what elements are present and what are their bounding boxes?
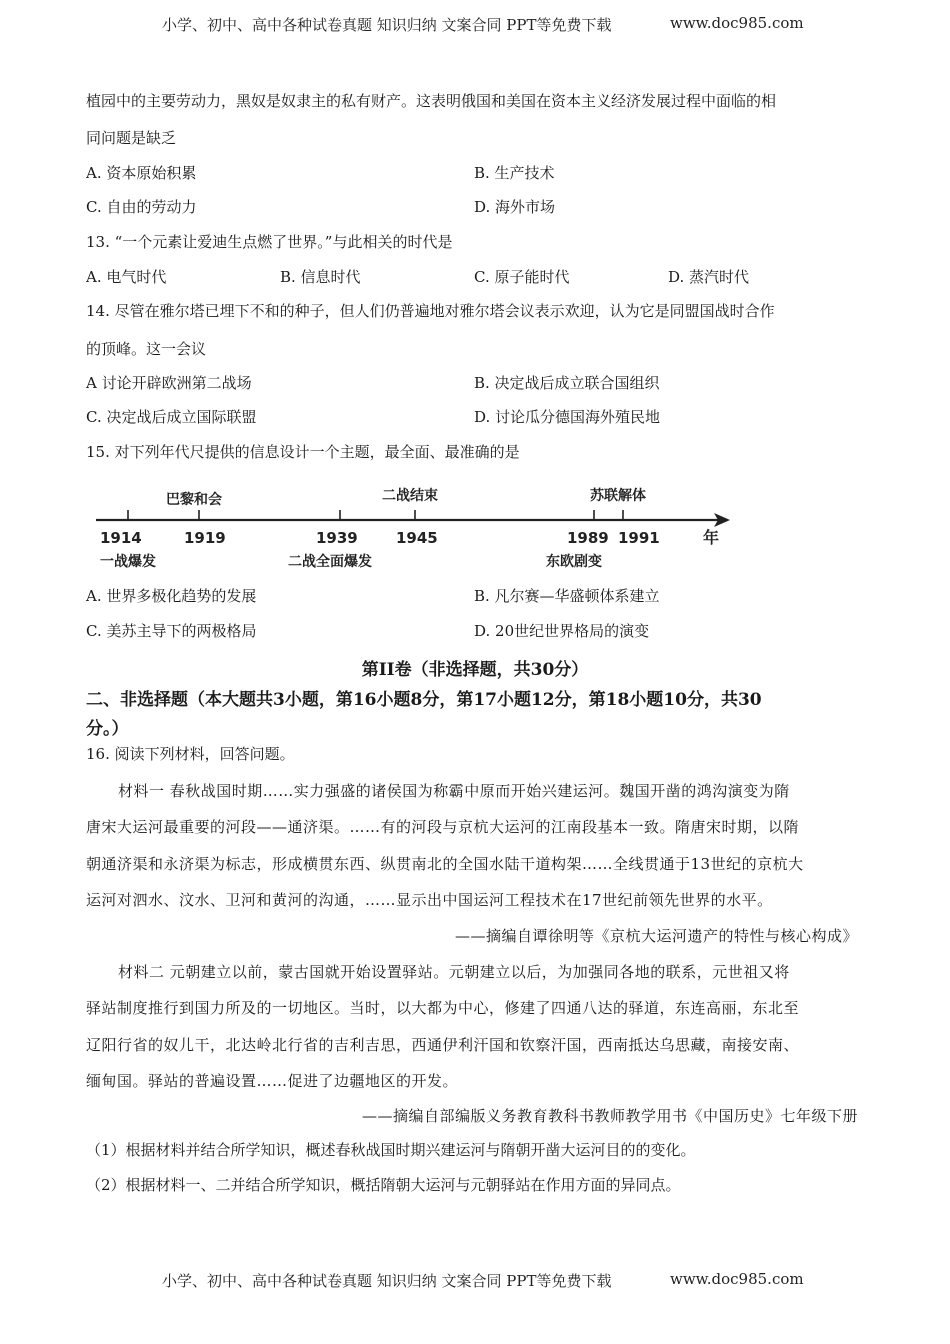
q15-option-d[interactable]: D. 20世纪世界格局的演变 bbox=[474, 622, 650, 640]
q14-option-d[interactable]: D. 讨论瓜分德国海外殖民地 bbox=[474, 408, 661, 426]
q13-stem: 13. “一个元素让爱迪生点燃了世界。”与此相关的时代是 bbox=[86, 233, 453, 251]
q16-material1-line3: 朝通济渠和永济渠为标志，形成横贯东西、纵贯南北的全国水陆干道构架……全线贯通于13世纪的京杭大 bbox=[86, 855, 804, 873]
timeline-unit-label: 年 bbox=[703, 528, 720, 547]
q13-option-c[interactable]: C. 原子能时代 bbox=[474, 268, 570, 286]
event-ussr-collapse: 苏联解体 bbox=[590, 488, 646, 504]
q13-option-b[interactable]: B. 信息时代 bbox=[280, 268, 361, 286]
q14-stem-line1: 14. 尽管在雅尔塔已埋下不和的种子，但人们仍普遍地对雅尔塔会议表示欢迎，认为它是同盟国战时合作 bbox=[86, 302, 775, 320]
footer-banner-text: 小学、初中、高中各种试卷真题 知识归纳 文案合同 PPT等免费下载 bbox=[162, 1272, 612, 1290]
q14-option-b[interactable]: B. 决定战后成立联合国组织 bbox=[474, 374, 660, 392]
q16-material2-line3: 辽阳行省的奴儿干，北达岭北行省的吉利吉思，西通伊利汗国和钦察汗国，西南抵达乌思藏，南接安南、 bbox=[86, 1036, 800, 1054]
q16-stem: 16. 阅读下列材料，回答问题。 bbox=[86, 745, 295, 763]
q12-option-a[interactable]: A. 资本原始积累 bbox=[86, 164, 197, 182]
q16-subquestion-2: （2）根据材料一、二并结合所学知识，概括隋朝大运河与元朝驿站在作用方面的异同点。 bbox=[86, 1176, 681, 1194]
year-label-1914: 1914 bbox=[100, 529, 142, 547]
event-ww2-end: 二战结束 bbox=[382, 488, 438, 504]
year-label-1919: 1919 bbox=[184, 529, 226, 547]
q16-material1-line1: 材料一 春秋战国时期……实力强盛的诸侯国为称霸中原而开始兴建运河。魏国开凿的鸿沟演变为隋 bbox=[118, 782, 790, 800]
q12-stem-line1: 植园中的主要劳动力，黑奴是奴隶主的私有财产。这表明俄国和美国在资本主义经济发展过程中面临的相 bbox=[86, 92, 777, 110]
event-eastern-europe-upheaval: 东欧剧变 bbox=[546, 554, 602, 570]
q16-material1-source: ——摘编自谭徐明等《京杭大运河遗产的特性与核心构成》 bbox=[454, 927, 858, 945]
q12-option-c[interactable]: C. 自由的劳动力 bbox=[86, 198, 197, 216]
q15-option-b[interactable]: B. 凡尔赛—华盛顿体系建立 bbox=[474, 587, 660, 605]
event-paris-conference: 巴黎和会 bbox=[166, 492, 222, 508]
year-label-1991: 1991 bbox=[618, 529, 660, 547]
year-label-1939: 1939 bbox=[316, 529, 358, 547]
q16-subquestion-1: （1）根据材料并结合所学知识，概述春秋战国时期兴建运河与隋朝开凿大运河目的的变化。 bbox=[86, 1141, 696, 1159]
header-url-link[interactable]: www.doc985.com bbox=[670, 14, 804, 32]
event-ww2-full-outbreak: 二战全面爆发 bbox=[288, 554, 372, 570]
q16-material2-line4: 缅甸国。驿站的普遍设置……促进了边疆地区的开发。 bbox=[86, 1072, 459, 1090]
q16-material1-line4: 运河对泗水、汶水、卫河和黄河的沟通，……显示出中国运河工程技术在17世纪前领先世界的水平。 bbox=[86, 891, 773, 909]
event-ww1-outbreak: 一战爆发 bbox=[100, 554, 156, 570]
q12-stem-line2: 同问题是缺乏 bbox=[86, 129, 177, 147]
section2-heading-line1: 二、非选择题（本大题共3小题，第16小题8分，第17小题12分，第18小题10分，共30 bbox=[86, 690, 762, 710]
footer-url-link[interactable]: www.doc985.com bbox=[670, 1270, 804, 1288]
q12-option-b[interactable]: B. 生产技术 bbox=[474, 164, 555, 182]
q14-stem-line2: 的顶峰。这一会议 bbox=[86, 340, 207, 358]
q15-stem: 15. 对下列年代尺提供的信息设计一个主题，最全面、最准确的是 bbox=[86, 443, 520, 461]
q14-option-c[interactable]: C. 决定战后成立国际联盟 bbox=[86, 408, 257, 426]
section2-title: 第II卷（非选择题，共30分） bbox=[361, 660, 589, 680]
year-label-1945: 1945 bbox=[396, 529, 438, 547]
q15-option-a[interactable]: A. 世界多极化趋势的发展 bbox=[86, 587, 257, 605]
q15-option-c[interactable]: C. 美苏主导下的两极格局 bbox=[86, 622, 257, 640]
q13-option-a[interactable]: A. 电气时代 bbox=[86, 268, 167, 286]
year-label-1989: 1989 bbox=[567, 529, 609, 547]
q16-material2-source: ——摘编自部编版义务教育教科书教师教学用书《中国历史》七年级下册 bbox=[361, 1107, 858, 1125]
q14-option-a[interactable]: A 讨论开辟欧洲第二战场 bbox=[86, 374, 252, 392]
section2-heading-line2: 分。） bbox=[86, 719, 129, 739]
q16-material2-line1: 材料二 元朝建立以前，蒙古国就开始设置驿站。元朝建立以后，为加强同各地的联系，元世祖又将 bbox=[118, 963, 790, 981]
header-banner-text: 小学、初中、高中各种试卷真题 知识归纳 文案合同 PPT等免费下载 bbox=[162, 16, 612, 34]
timeline-figure bbox=[90, 480, 740, 575]
q16-material2-line2: 驿站制度推行到国力所及的一切地区。当时，以大都为中心，修建了四通八达的驿道，东连高丽，东北至 bbox=[86, 999, 800, 1017]
q16-material1-line2: 唐宋大运河最重要的河段——通济渠。……有的河段与京杭大运河的江南段基本一致。隋唐宋时期，以隋 bbox=[86, 818, 800, 836]
q12-option-d[interactable]: D. 海外市场 bbox=[474, 198, 556, 216]
q13-option-d[interactable]: D. 蒸汽时代 bbox=[668, 268, 750, 286]
